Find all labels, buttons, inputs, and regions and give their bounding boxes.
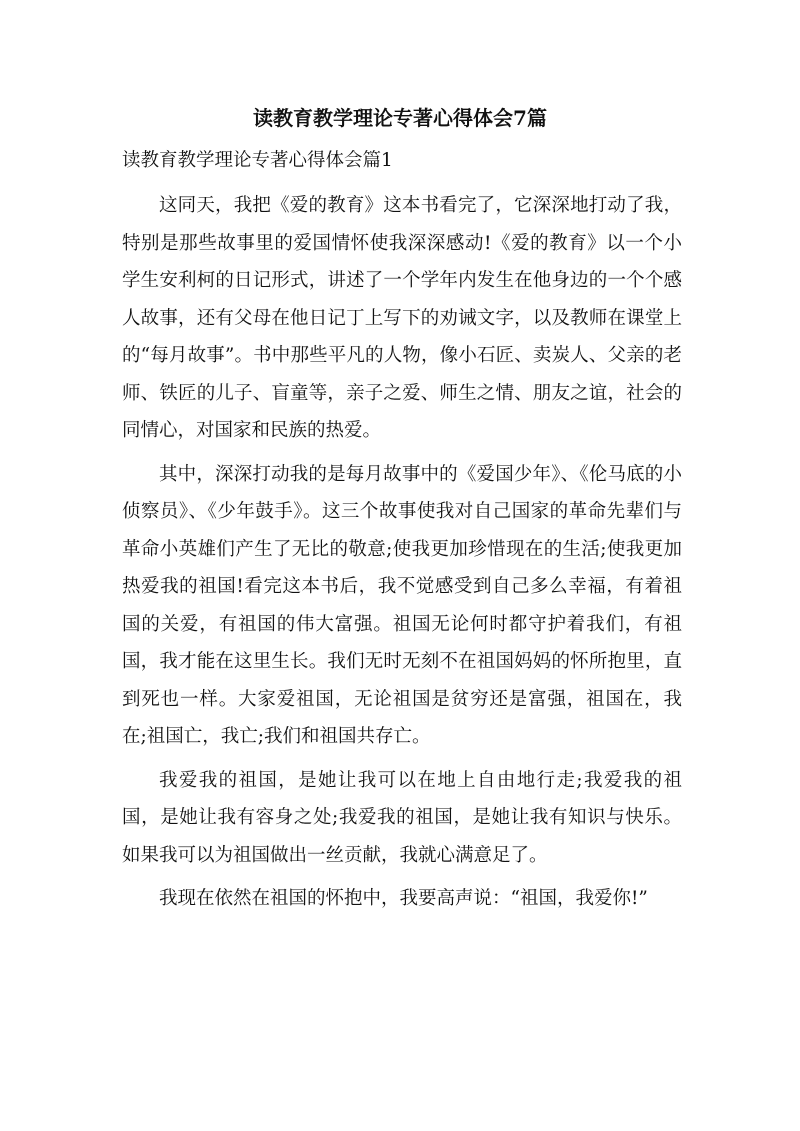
body-text xyxy=(122,187,682,924)
paragraph-1: 这同天，我把《爱的教育》这本书看完了，它深深地打动了我，特别是那些故事里的爱国情怀使我深深感动!《爱的教育》以一个小学生安利柯的日记形式，讲述了一个学年内发生在他身边的一个个感人故事，还有父母在他日记丁上写下的劝诫文字，以及教师在课堂上的“每月故事”。书中那些平凡的人物，像小石匠、卖炭人、父亲的老师、铁匠的儿子、盲童等，亲子之爱、师生之情、朋友之谊，社会的同情心，对国家和民族的热爱。 xyxy=(122,195,682,441)
document-title: 读教育教学理论专著心得体会7篇 xyxy=(253,106,547,130)
paragraph-3: 我爱我的祖国，是她让我可以在地上自由地行走;我爱我的祖国，是她让我有容身之处;我爱我的祖国，是她让我有知识与快乐。如果我可以为祖国做出一丝贡献，我就心满意足了。 xyxy=(122,769,682,866)
paragraph-2: 其中，深深打动我的是每月故事中的《爱国少年》、《伦马底的小侦察员》、《少年鼓手》。这三个故事使我对自己国家的革命先辈们与革命小英雄们产生了无比的敬意;使我更加珍惜现在的生活;使我更加热爱我的祖国!看完这本书后，我不觉感受到自己多么幸福，有着祖国的关爱，有祖国的伟大富强。祖国无论何时都守护着我们，有祖国，我才能在这里生长。我们无时无刻不在祖国妈妈的怀所抱里，直到死也一样。大家爱祖国，无论祖国是贫穷还是富强，祖国在，我在;祖国亡，我亡;我们和祖国共存亡。 xyxy=(122,463,682,747)
section-heading: 读教育教学理论专著心得体会篇1 xyxy=(122,150,393,171)
paragraph-4: 我现在依然在祖国的怀抱中，我要高声说：“祖国，我爱你!” xyxy=(159,888,648,909)
